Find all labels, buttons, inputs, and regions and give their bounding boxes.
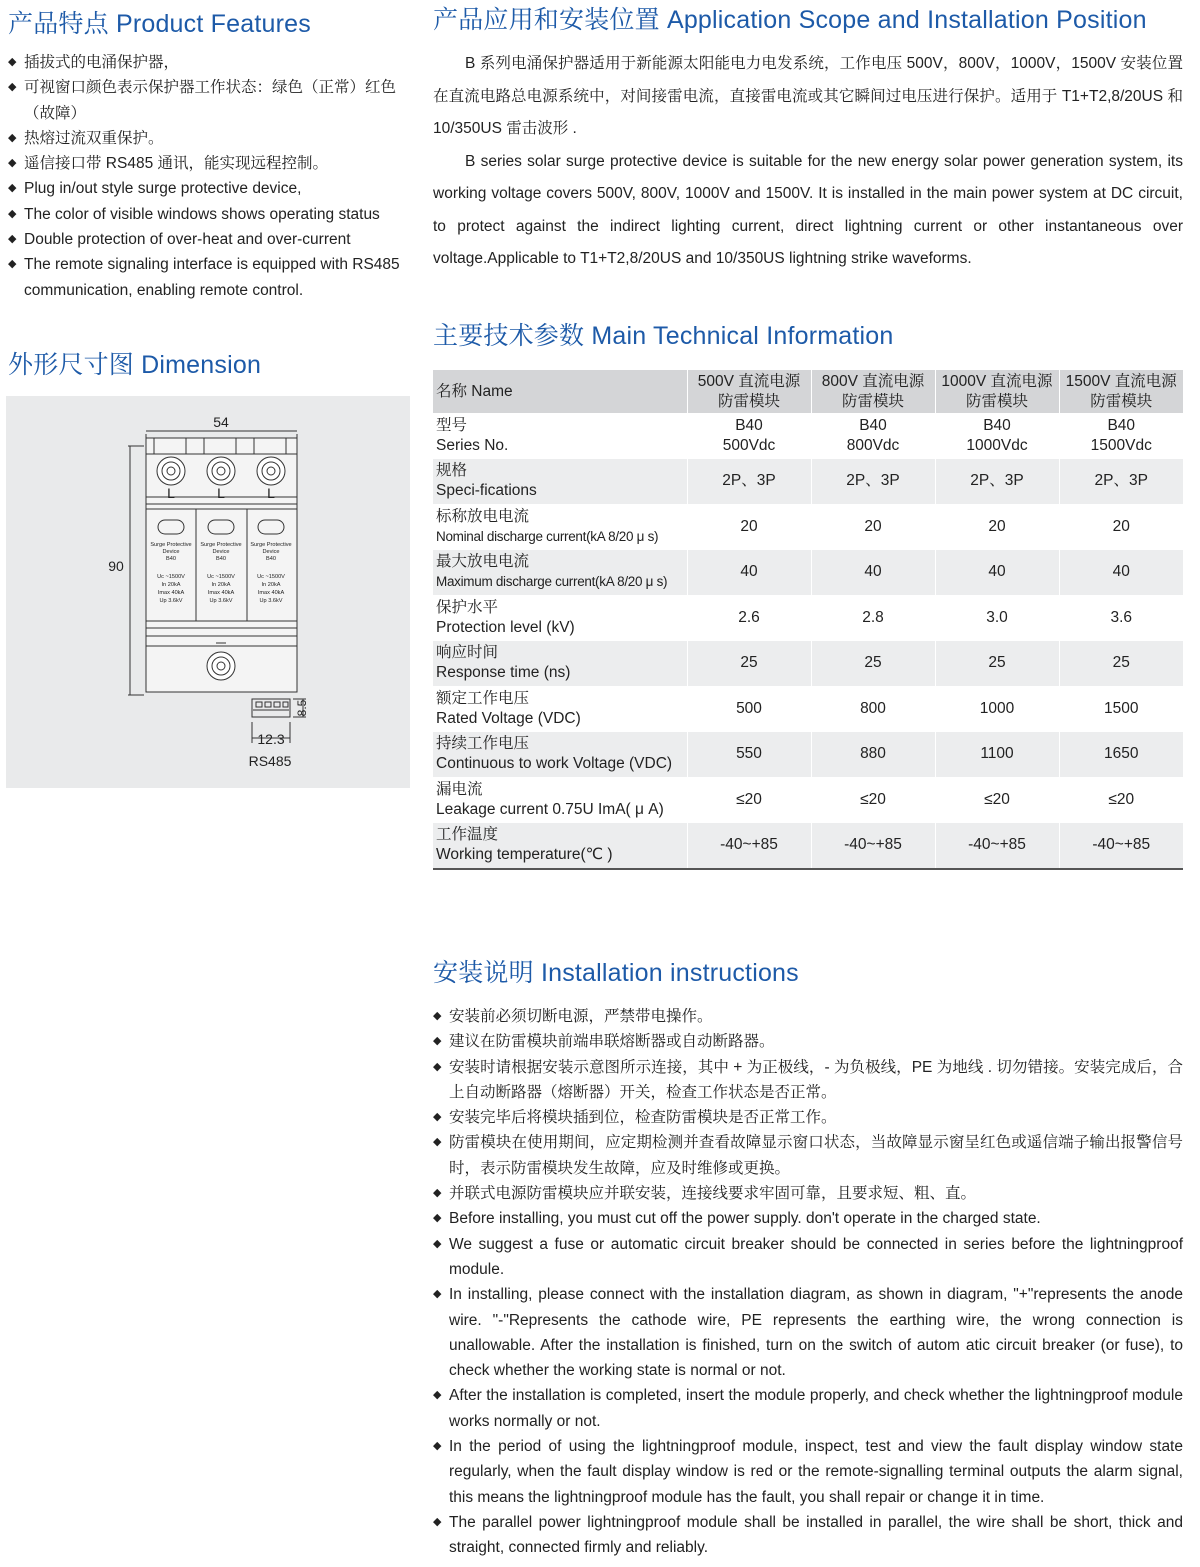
table-cell: -40~+85 (1059, 823, 1183, 870)
column-header: 500V 直流电源 防雷模块 (687, 370, 811, 413)
list-item: ◆ 防雷模块在使用期间，应定期检测并查看故障显示窗口状态，当故障显示窗呈红色或遥信端子输出报警信号时，表示防雷模块发生故障，应及时维修或更换。 (433, 1130, 1183, 1181)
row-label: 工作温度 Working temperature(℃ ) (433, 823, 687, 870)
terminal-letter: L (217, 485, 225, 501)
table-header-row (433, 370, 1183, 413)
installation-list (433, 1004, 1183, 1561)
table-cell: 20 (687, 504, 811, 550)
table-cell: B40 1500Vdc (1059, 413, 1183, 459)
application-paragraph-en: B series solar surge protective device is suitable for the new energy solar power generation system, its working voltage covers 500V, 800V, 1000V and 1500V. It is installed in the main power system at DC circuit, to protect against the indirect lighting current, direct lightning current or other instantaneous over voltage.Applicable to T1+T2,8/20US and 10/350US lightning strike waveforms. (433, 152, 1183, 267)
table-cell: 1500 (1059, 686, 1183, 732)
svg-text:Device: Device (162, 549, 180, 555)
table-cell: 880 (811, 732, 935, 778)
table-cell: 20 (1059, 504, 1183, 550)
table-row (433, 595, 1183, 641)
table-cell: ≤20 (687, 777, 811, 823)
list-item: ◆ After the installation is completed, insert the module properly, and check whether the lightningproof module works normally or not. (433, 1383, 1183, 1434)
technical-table (433, 370, 1183, 870)
row-label: 持续工作电压 Continuous to work Voltage (VDC) (433, 732, 687, 778)
table-row (433, 777, 1183, 823)
dimension-drawing-panel (6, 396, 410, 788)
svg-text:Imax 40kA: Imax 40kA (257, 590, 285, 596)
dimension-title: 外形尺寸图 Dimension (8, 351, 262, 379)
installation-title: 安装说明 Installation instructions (433, 959, 799, 987)
svg-text:Uc ~1500V: Uc ~1500V (157, 574, 185, 580)
svg-text:Uc ~1500V: Uc ~1500V (257, 574, 285, 580)
row-label: 响应时间 Response time (ns) (433, 641, 687, 687)
product-features-title: 产品特点 Product Features (8, 10, 311, 38)
table-cell: 800 (811, 686, 935, 732)
terminal-letter: L (267, 485, 275, 501)
table-cell: 3.6 (1059, 595, 1183, 641)
column-header: 1500V 直流电源 防雷模块 (1059, 370, 1183, 413)
table-cell: -40~+85 (687, 823, 811, 870)
table-cell: 1650 (1059, 732, 1183, 778)
svg-text:Surge Protective: Surge Protective (250, 542, 292, 548)
svg-text:In 20kA: In 20kA (261, 582, 281, 588)
list-item: ◆ The color of visible windows shows operating status (8, 202, 416, 227)
list-item: ◆ In installing, please connect with the installation diagram, as shown in diagram, "+"represents the anode wire. "-"Represents the cathode wire, PE represents the earthing wire, the wrong connection is unallowable. After the installation is finished, turn on the switch of autom atic circuit breaker (or fuse), to check whether the working state is normal or not. (433, 1282, 1183, 1383)
row-label: 标称放电电流 Nominal discharge current(kA 8/20 μ s) (436, 507, 659, 544)
table-cell: ≤20 (811, 777, 935, 823)
list-item: ◆ 可视窗口颜色表示保护器工作状态：绿色（正常）红色（故障） (8, 75, 416, 126)
application-text (433, 48, 1183, 276)
table-cell: 40 (811, 550, 935, 596)
table-cell: 40 (935, 550, 1059, 596)
table-row (433, 459, 1183, 505)
table-cell: ≤20 (935, 777, 1059, 823)
svg-text:B40: B40 (166, 556, 176, 562)
table-cell: -40~+85 (935, 823, 1059, 870)
column-header: 1000V 直流电源 防雷模块 (935, 370, 1059, 413)
terminal-pitch-label: 12.3 (257, 731, 285, 747)
table-row (433, 823, 1183, 870)
list-item: ◆ The parallel power lightningproof module shall be installed in parallel, the wire shall be short, thick and straight, connected firmly and reliably. (433, 1510, 1183, 1561)
table-cell: 2.8 (811, 595, 935, 641)
table-row (433, 413, 1183, 459)
table-row (433, 686, 1183, 732)
svg-text:In 20kA: In 20kA (211, 582, 231, 588)
svg-text:Surge Protective: Surge Protective (200, 542, 242, 548)
row-label: 保护水平 Protection level (kV) (436, 598, 575, 636)
table-cell: 550 (687, 732, 811, 778)
table-cell: 25 (811, 641, 935, 687)
terminal-letter: L (167, 485, 175, 501)
svg-text:Up 3.6kV: Up 3.6kV (159, 598, 183, 604)
table-cell: B40 500Vdc (687, 413, 811, 459)
table-cell: 20 (811, 504, 935, 550)
table-cell: 1000 (935, 686, 1059, 732)
table-cell: 25 (935, 641, 1059, 687)
list-item: ◆ Plug in/out style surge protective device, (8, 176, 416, 201)
height-dimension-label: 90 (108, 558, 124, 574)
list-item: ◆ 安装完毕后将模块插到位，检查防雷模块是否正常工作。 (433, 1105, 1183, 1130)
table-cell: 2P、3P (935, 459, 1059, 505)
table-row (433, 732, 1183, 778)
row-label: 额定工作电压 Rated Voltage (VDC) (436, 689, 581, 727)
list-item: ◆ 安装时请根据安装示意图所示连接，其中 + 为正极线，- 为负极线，PE 为地线 . 切勿错接。安装完成后，合上自动断路器（熔断器）开关，检查工作状态是否正常。 (433, 1055, 1183, 1106)
svg-text:B40: B40 (216, 556, 226, 562)
list-item: ◆ Before installing, you must cut off the power supply. don't operate in the charged state. (433, 1206, 1183, 1231)
table-cell: 2P、3P (1059, 459, 1183, 505)
technical-title: 主要技术参数 Main Technical Information (433, 322, 894, 350)
table-row (433, 504, 1183, 550)
list-item: ◆ We suggest a fuse or automatic circuit breaker should be connected in series before the lightningproof module. (433, 1232, 1183, 1283)
row-label: 规格 Speci-fications (433, 459, 687, 505)
table-cell: 2P、3P (687, 459, 811, 505)
table-cell: 25 (687, 641, 811, 687)
row-label: 型号 Series No. (436, 416, 509, 454)
table-cell: 1100 (935, 732, 1059, 778)
row-label: 漏电流 Leakage current 0.75U ImA( μ A) (436, 780, 664, 818)
table-cell: ≤20 (1059, 777, 1183, 823)
list-item: ◆ In the period of using the lightningproof module, inspect, test and view the fault display window state regularly, when the fault display window is red or the remote-signalling terminal outputs the alarm signal, this means the lightningproof module has the fault, you shall repair or change it in time. (433, 1434, 1183, 1510)
list-item: ◆ 热熔过流双重保护。 (8, 126, 416, 151)
width-dimension-label: 54 (213, 414, 229, 430)
table-cell: 2P、3P (811, 459, 935, 505)
list-item: ◆ 插拔式的电涌保护器， (8, 50, 416, 75)
list-item: ◆ The remote signaling interface is equipped with RS485 communication, enabling remote control. (8, 252, 416, 303)
side-dimension-label: 8.5 (295, 699, 309, 717)
column-header: 800V 直流电源 防雷模块 (811, 370, 935, 413)
table-cell: 40 (687, 550, 811, 596)
table-cell: B40 800Vdc (811, 413, 935, 459)
table-cell: 25 (1059, 641, 1183, 687)
svg-text:Imax 40kA: Imax 40kA (157, 590, 185, 596)
list-item: ◆ Double protection of over-heat and over-current (8, 227, 416, 252)
svg-text:In 20kA: In 20kA (161, 582, 181, 588)
svg-text:B40: B40 (266, 556, 276, 562)
table-cell: 3.0 (935, 595, 1059, 641)
table-row (433, 550, 1183, 596)
svg-text:Imax 40kA: Imax 40kA (207, 590, 235, 596)
table-cell: 20 (935, 504, 1059, 550)
dimension-drawing (6, 396, 410, 788)
list-item: ◆ 安装前必须切断电源，严禁带电操作。 (433, 1004, 1183, 1029)
table-cell: 500 (687, 686, 811, 732)
svg-text:Surge Protective: Surge Protective (150, 542, 192, 548)
table-cell: B40 1000Vdc (935, 413, 1059, 459)
column-header-name: 名称 Name (433, 370, 687, 413)
list-item: ◆ 建议在防雷模块前端串联熔断器或自动断路器。 (433, 1029, 1183, 1054)
table-cell: 40 (1059, 550, 1183, 596)
application-paragraph-cn: B 系列电涌保护器适用于新能源太阳能电力电发系统，工作电压 500V，800V，1000V，1500V 安装位置在直流电路总电源系统中，对间接雷电流，直接雷电流或其它瞬间过电压进行保护。适用于 T1+T2,8/20US 和 10/350US 雷击波形 . (433, 55, 1183, 137)
table-cell: 2.6 (687, 595, 811, 641)
table-row (433, 641, 1183, 687)
svg-text:Uc ~1500V: Uc ~1500V (207, 574, 235, 580)
table-cell: -40~+85 (811, 823, 935, 870)
svg-text:Up 3.6kV: Up 3.6kV (259, 598, 283, 604)
svg-text:Device: Device (212, 549, 230, 555)
row-label: 最大放电电流 Maximum discharge current(kA 8/20 μ s) (433, 550, 687, 596)
list-item: ◆ 并联式电源防雷模块应并联安装，连接线要求牢固可靠，且要求短、粗、直。 (433, 1181, 1183, 1206)
list-item: ◆ 遥信接口带 RS485 通讯，能实现远程控制。 (8, 151, 416, 176)
application-title: 产品应用和安装位置 Application Scope and Installation Position (433, 6, 1147, 34)
svg-text:Up 3.6kV: Up 3.6kV (209, 598, 233, 604)
product-features-list (8, 50, 416, 303)
svg-text:Device: Device (262, 549, 280, 555)
rs485-label: RS485 (248, 753, 292, 769)
